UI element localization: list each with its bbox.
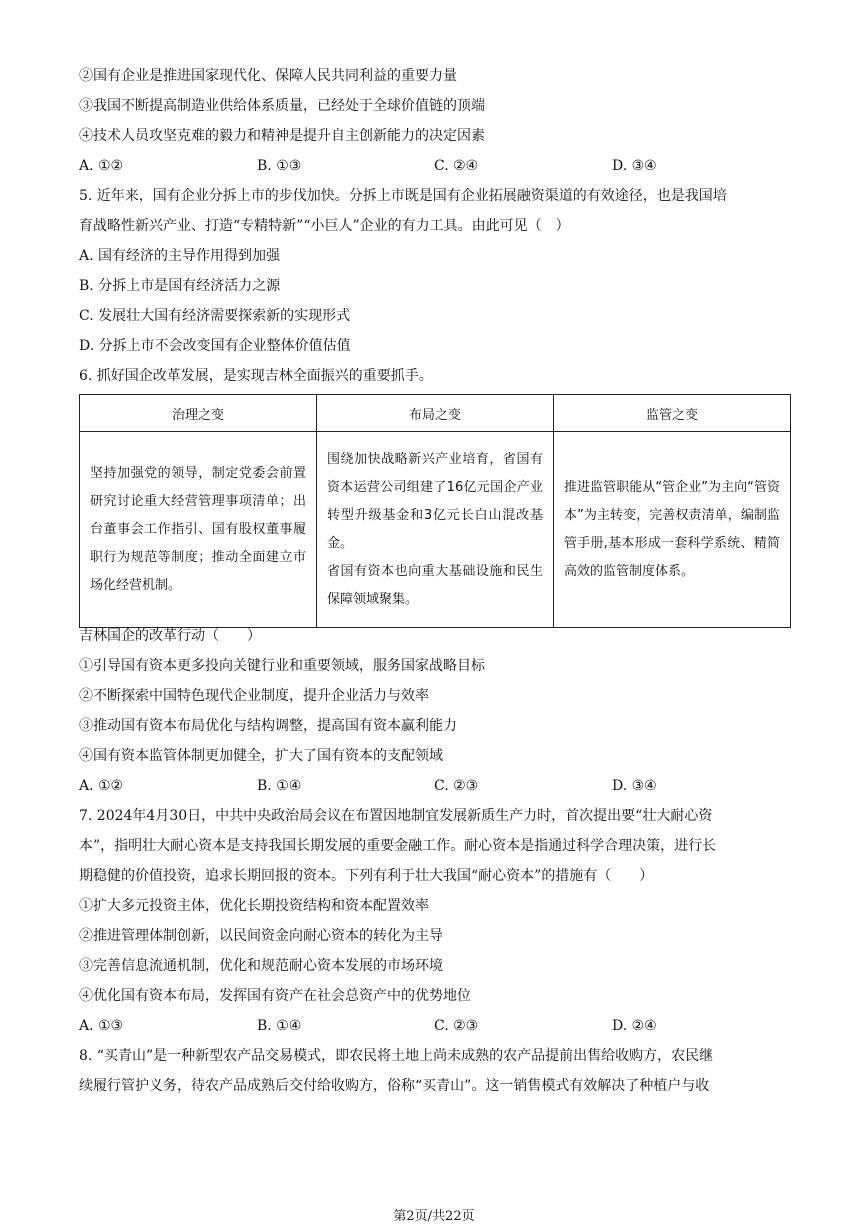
q6-stem: 6. 抓好国企改革发展，是实现吉林全面振兴的重要抓手。	[79, 368, 433, 384]
q4-option-a: A. ①②	[79, 158, 124, 174]
header-layout: 布局之变	[317, 395, 554, 432]
q6-item-1: ①引导国有资本更多投向关键行业和重要领域，服务国家战略目标	[79, 658, 485, 674]
q6-options	[79, 776, 799, 796]
q6-item-3: ③推动国有资本布局优化与结构调整，提高国有资本赢利能力	[79, 718, 457, 734]
header-supervision: 监管之变	[554, 395, 791, 432]
cell-layout: 围绕加快战略新兴产业培育，省国有资本运营公司组建了16亿元国企产业转型升级基金和3亿元长白山混改基金。 省国有资本也向重大基础设施和民生保障领域聚集。	[317, 432, 554, 628]
q7-options	[79, 1016, 799, 1036]
q8-stem-line2: 续履行管护义务，待农产品成熟后交付给收购方，俗称“买青山”。这一销售模式有效解决了种植户与收	[79, 1078, 710, 1094]
reform-table-body-row	[80, 432, 791, 628]
q5-stem-line1: 5. 近年来，国有企业分拆上市的步伐加快。分拆上市既是国有企业拓展融资渠道的有效途径，也是我国培	[79, 188, 727, 204]
q5-option-b: B. 分拆上市是国有经济活力之源	[79, 278, 281, 294]
q4-option-d: D. ③④	[612, 158, 657, 174]
q4-item-3: ③我国不断提高制造业供给体系质量，已经处于全球价值链的顶端	[79, 98, 485, 114]
q7-option-a: A. ①③	[79, 1018, 124, 1034]
q5-option-c: C. 发展壮大国有经济需要探索新的实现形式	[79, 308, 351, 324]
q4-item-4: ④技术人员攻坚克难的毅力和精神是提升自主创新能力的决定因素	[79, 128, 485, 144]
q7-item-4: ④优化国有资本布局，发挥国有资产在社会总资产中的优势地位	[79, 988, 471, 1004]
q7-item-3: ③完善信息流通机制，优化和规范耐心资本发展的市场环境	[79, 958, 443, 974]
q6-question: 吉林国企的改革行动（ ）	[79, 628, 261, 644]
q6-option-a: A. ①②	[79, 778, 124, 794]
q5-option-a: A. 国有经济的主导作用得到加强	[79, 248, 281, 264]
q7-option-b: B. ①④	[257, 1018, 302, 1034]
reform-table-header-row	[80, 395, 791, 432]
q7-item-1: ①扩大多元投资主体，优化长期投资结构和资本配置效率	[79, 898, 429, 914]
q4-options	[79, 156, 799, 176]
q4-option-b: B. ①③	[257, 158, 302, 174]
q7-stem-line1: 7. 2024年4月30日，中共中央政治局会议在布置因地制宜发展新质生产力时，首次提出要“壮大耐心资	[79, 808, 713, 824]
q6-item-2: ②不断探索中国特色现代企业制度，提升企业活力与效率	[79, 688, 429, 704]
q6-option-c: C. ②③	[434, 778, 479, 794]
reform-table	[79, 394, 791, 628]
header-governance: 治理之变	[80, 395, 317, 432]
q5-option-d: D. 分拆上市不会改变国有企业整体价值估值	[79, 338, 351, 354]
q4-option-c: C. ②④	[434, 158, 479, 174]
page-number: 第2页/共22页	[393, 1209, 475, 1224]
q4-item-2: ②国有企业是推进国家现代化、保障人民共同利益的重要力量	[79, 68, 457, 84]
q6-item-4: ④国有资本监管体制更加健全，扩大了国有资本的支配领域	[79, 748, 443, 764]
q7-item-2: ②推进管理体制创新，以民间资金向耐心资本的转化为主导	[79, 928, 443, 944]
q7-stem-line3: 期稳健的价值投资，追求长期回报的资本。下列有利于壮大我国“耐心资本”的措施有（ ）	[79, 868, 654, 884]
q7-option-d: D. ②④	[612, 1018, 657, 1034]
q6-option-b: B. ①④	[257, 778, 302, 794]
q7-stem-line2: 本”，指明壮大耐心资本是支持我国长期发展的重要金融工作。耐心资本是指通过科学合理决策，进行长	[79, 838, 717, 854]
cell-governance: 坚持加强党的领导，制定党委会前置研究讨论重大经营管理事项清单；出台董事会工作指引、国有股权董事履职行为规范等制度；推动全面建立市场化经营机制。	[80, 432, 317, 628]
cell-supervision: 推进监管职能从“管企业”为主向“管资本”为主转变，完善权责清单，编制监管手册,基本形成一套科学系统、精简高效的监管制度体系。	[554, 432, 791, 628]
q7-option-c: C. ②③	[434, 1018, 479, 1034]
q8-stem-line1: 8. “买青山”是一种新型农产品交易模式，即农民将土地上尚未成熟的农产品提前出售给收购方，农民继	[79, 1048, 714, 1064]
q6-option-d: D. ③④	[612, 778, 657, 794]
q5-stem-line2: 育战略性新兴产业、打造“专精特新”“小巨人”企业的有力工具。由此可见（ ）	[79, 218, 570, 234]
